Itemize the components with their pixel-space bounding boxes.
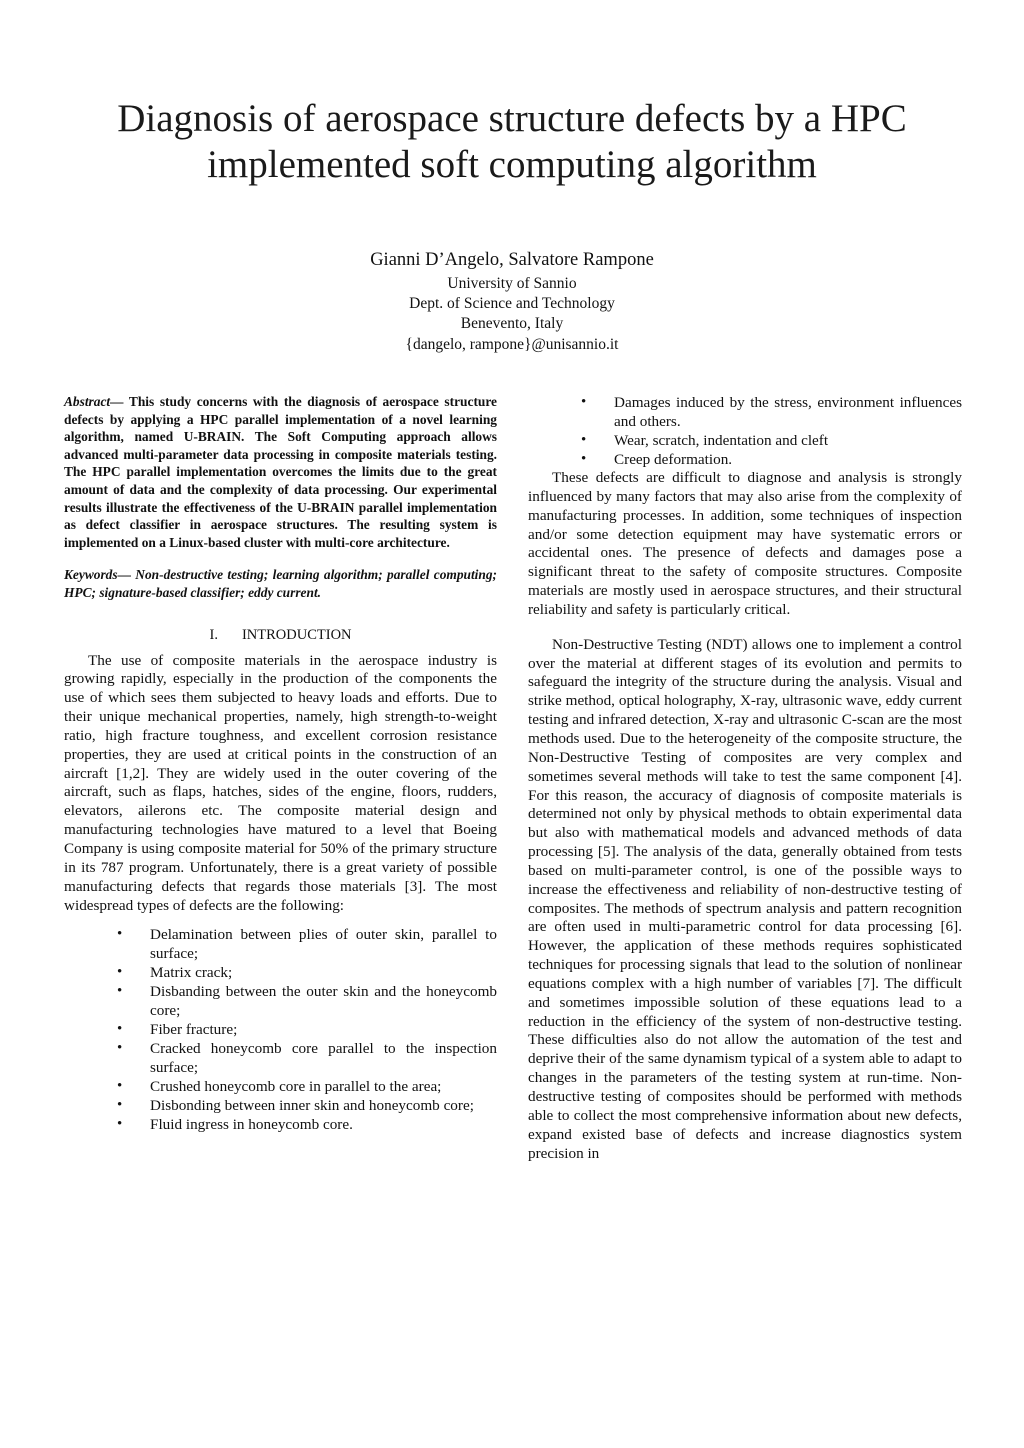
author-names: Gianni D’Angelo, Salvatore Rampone <box>370 250 654 270</box>
list-item: • Fluid ingress in honeycomb core. <box>64 1115 497 1134</box>
paper-title: Diagnosis of aerospace structure defects by a HPC implemented soft computing algorithm <box>117 97 907 186</box>
list-item: • Cracked honeycomb core parallel to the inspection surface; <box>64 1039 497 1077</box>
intro-paragraph-2: These defects are difficult to diagnose and analysis is strongly influenced by many factors that may also arise from the complexity of manufacturing processes. In addition, some techniques of inspection and/or some detection equipment may have systematic errors or accidental ones. The presence of defects and damages pose a significant threat to the safety of composite structures. Composite materials are mostly used in aerospace structures, and their structural reliability and safety is particularly critical. <box>528 469 962 618</box>
list-item: • Creep deformation. <box>528 450 962 469</box>
abstract-label: Abstract— <box>64 394 124 409</box>
affiliation-location: Benevento, Italy <box>460 315 564 333</box>
section-number: I. <box>209 626 218 643</box>
affiliation-email: {dangelo, rampone}@unisannio.it <box>405 335 619 353</box>
list-item: • Wear, scratch, indentation and cleft <box>528 431 962 450</box>
intro-paragraph-1: The use of composite materials in the aerospace industry is growing rapidly, especially in the production of the components the use of which sees them subjected to heavy loads and efforts. Due to their unique mechanical properties, namely, high strength-to-weight ratio, high fracture toughness, and excellent corrosion resistance properties, they are used at critical points in the construction of an aircraft [1,2]. They are widely used in the outer covering of the aircraft, such as flaps, hatches, sides of the engine, floors, rudders, elevators, ailerons etc. The composite material design and manufacturing technologies have matured to a level that Boeing Company is using composite material for 50% of the primary structure in its 787 program. Unfortunately, there is a great variety of possible manufacturing defects that regards those materials [3]. The most widespread types of defects are the following: <box>64 651 497 914</box>
keywords: Keywords— Non-destructive testing; learning algorithm; parallel computing; HPC; signature-based classifier; eddy current. <box>64 567 497 600</box>
affiliation-university: University of Sannio <box>447 275 577 292</box>
list-item: • Damages induced by the stress, environment influences and others. <box>528 393 962 431</box>
list-item: • Delamination between plies of outer skin, parallel to surface; <box>64 925 497 963</box>
defect-list <box>64 925 497 1134</box>
list-item: • Crushed honeycomb core in parallel to the area; <box>64 1077 497 1096</box>
list-item: • Fiber fracture; <box>64 1020 497 1039</box>
abstract-text: This study concerns with the diagnosis of aerospace structure defects by applying a HPC parallel implementation of a novel learning algorithm, named U-BRAIN. The Soft Computing approach allows advanced multi-parameter data processing in composite materials testing. The HPC parallel implementation overcomes the limits due to the great amount of data and the complexity of data processing. Our experimental results illustrate the effectiveness of the U-BRAIN parallel implementation as defect classifier in aerospace structures. The resulting system is implemented on a Linux-based cluster with multi-core architecture. <box>64 394 497 550</box>
left-column <box>64 393 497 1134</box>
affiliation-department: Dept. of Science and Technology <box>409 295 615 313</box>
list-item: • Disbonding between inner skin and honeycomb core; <box>64 1096 497 1115</box>
affiliation-block <box>0 274 1024 355</box>
section-title-initial: I <box>241 626 247 643</box>
intro-paragraph-3: Non-Destructive Testing (NDT) allows one to implement a control over the material at different stages of its evolution and permits to safeguard the integrity of the structure during the analysis. Visual and strike method, optical holography, X-ray, ultrasonic wave, eddy current testing and infrared detection, X-ray and ultrasonic C-scan are the most methods used. Due to the heterogeneity of the composite structure, the Non-Destructive Testing of composites are very complex and sometimes several methods will take to test the same component [4]. For this reason, the accuracy of diagnosis of composite materials is determined not only by physical methods to obtain experimental data but also with mathematical models and advanced methods of data processing [5]. The analysis of the data, generally obtained from tests based on multi-parameter control, is one of the possible ways to increase the effectiveness and reliability of non-destructive testing of composites. The methods of spectrum analysis and pattern recognition are often used in multi-parametric control for data processing [6]. However, the application of these methods requires sophisticated techniques for processing signals that lead to the solution of nonlinear equations complex with a high number of variables [7]. The difficult and sometimes impossible solution of these equations lead to a reduction in the efficiency of the system of non-destructive testing. These difficulties also do not allow the automation of the test and deprive their of the same dynamism typical of a system able to adapt to changes in the parameters of the testing system at run-time. Non-destructive testing of composites should be performed with methods able to collect the most comprehensive information about new defects, expand existed base of defects and increase diagnostics system precision in <box>528 635 962 1162</box>
abstract <box>64 393 497 551</box>
section-heading <box>64 626 497 644</box>
right-column <box>528 393 962 1163</box>
list-item: • Matrix crack; <box>64 963 497 982</box>
list-item: • Disbanding between the outer skin and the honeycomb core; <box>64 982 497 1020</box>
section-title-rest: NTRODUCTION <box>246 626 352 643</box>
damage-list <box>528 393 962 469</box>
